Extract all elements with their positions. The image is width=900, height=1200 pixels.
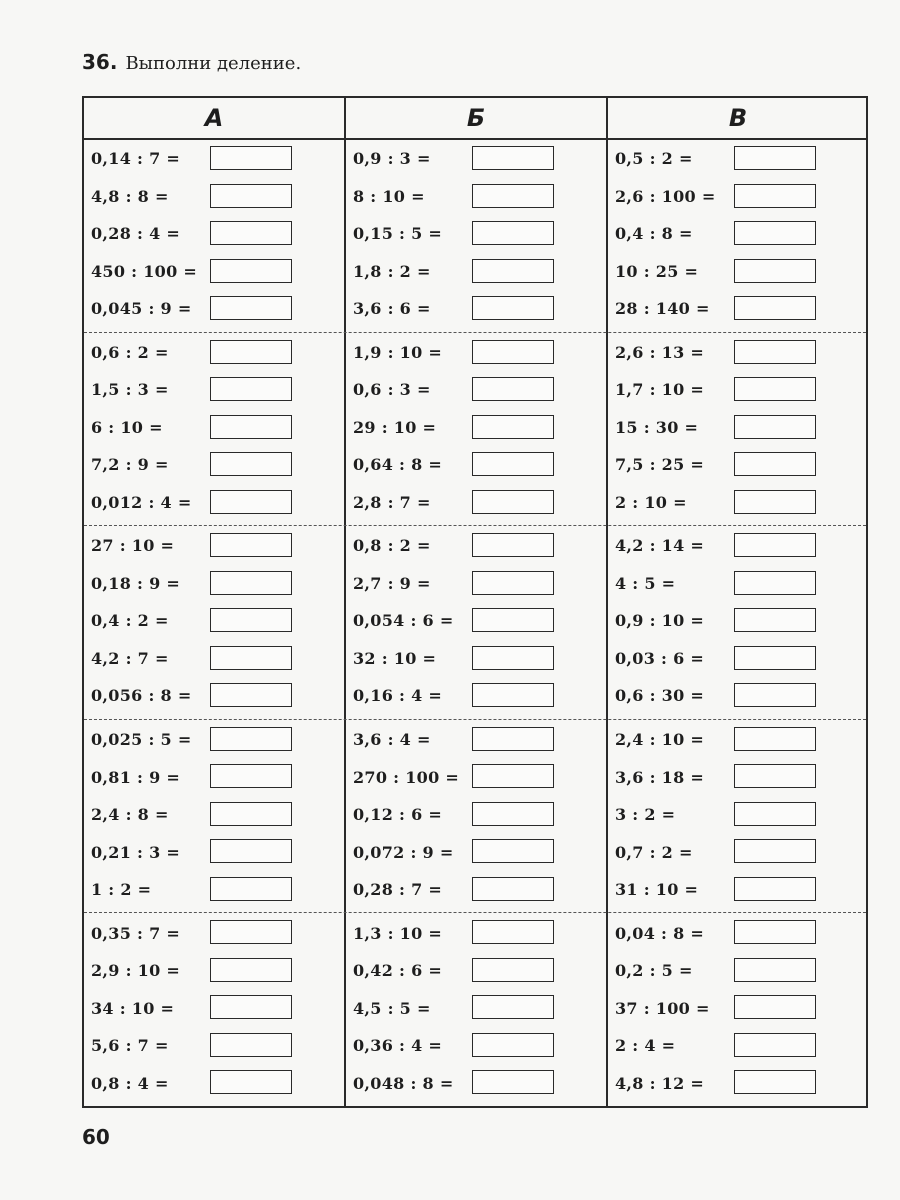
answer-box[interactable] [472, 452, 554, 476]
division-expression: 0,35 : 7 = [91, 923, 181, 943]
answer-box[interactable] [210, 727, 292, 751]
exercise-row [608, 677, 866, 715]
answer-box[interactable] [734, 646, 816, 670]
exercise-row [84, 796, 342, 834]
division-expression: 4,5 : 5 = [353, 998, 431, 1018]
division-expression: 0,072 : 9 = [353, 842, 454, 862]
page-number: 60 [82, 1125, 110, 1149]
exercise-row [346, 871, 604, 909]
answer-box[interactable] [472, 727, 554, 751]
exercise-row [346, 253, 604, 291]
answer-box[interactable] [210, 184, 292, 208]
division-expression: 0,7 : 2 = [615, 842, 693, 862]
answer-box[interactable] [734, 920, 816, 944]
group-divider [84, 912, 866, 913]
answer-box[interactable] [210, 920, 292, 944]
exercise-row [346, 178, 604, 216]
exercise-row [608, 1027, 866, 1065]
exercise-row [84, 914, 342, 952]
answer-box[interactable] [734, 1033, 816, 1057]
answer-box[interactable] [472, 221, 554, 245]
answer-box[interactable] [734, 995, 816, 1019]
division-expression: 1,5 : 3 = [91, 380, 169, 400]
division-expression: 0,025 : 5 = [91, 730, 192, 750]
answer-box[interactable] [210, 221, 292, 245]
exercise-row [84, 334, 342, 372]
answer-box[interactable] [734, 452, 816, 476]
division-expression: 4,2 : 14 = [615, 536, 705, 556]
division-expression: 0,012 : 4 = [91, 492, 192, 512]
division-expression: 4 : 5 = [615, 573, 676, 593]
division-expression: 2,4 : 10 = [615, 730, 705, 750]
exercise-row [346, 446, 604, 484]
answer-box[interactable] [734, 146, 816, 170]
exercise-row [346, 1064, 604, 1102]
exercise-row [346, 952, 604, 990]
division-expression: 0,21 : 3 = [91, 842, 181, 862]
answer-box[interactable] [734, 877, 816, 901]
answer-box[interactable] [734, 571, 816, 595]
exercise-row [608, 527, 866, 565]
division-expression: 0,2 : 5 = [615, 961, 693, 981]
division-expression: 0,6 : 2 = [91, 342, 169, 362]
answer-box[interactable] [472, 764, 554, 788]
division-expression: 0,28 : 4 = [91, 224, 181, 244]
group-divider [84, 525, 866, 526]
answer-box[interactable] [472, 259, 554, 283]
group-divider [84, 719, 866, 720]
task-instruction: Выполни деление. [125, 53, 302, 74]
answer-box[interactable] [210, 958, 292, 982]
division-expression: 8 : 10 = [353, 186, 425, 206]
exercise-row [84, 253, 342, 291]
division-expression: 3,6 : 4 = [353, 730, 431, 750]
division-expression: 1,7 : 10 = [615, 380, 705, 400]
answer-box[interactable] [734, 296, 816, 320]
exercise-row [84, 140, 342, 178]
answer-box[interactable] [472, 415, 554, 439]
answer-box[interactable] [734, 184, 816, 208]
exercise-row [84, 721, 342, 759]
exercise-row [346, 833, 604, 871]
exercise-row [84, 677, 342, 715]
exercise-row [346, 640, 604, 678]
exercise-row [84, 527, 342, 565]
exercise-row [608, 871, 866, 909]
exercise-row [608, 409, 866, 447]
division-expression: 270 : 100 = [353, 767, 460, 787]
exercise-row [84, 371, 342, 409]
answer-box[interactable] [210, 571, 292, 595]
division-expression: 0,42 : 6 = [353, 961, 443, 981]
division-expression: 0,16 : 4 = [353, 686, 443, 706]
answer-box[interactable] [210, 259, 292, 283]
exercise-row [608, 215, 866, 253]
answer-box[interactable] [734, 727, 816, 751]
division-expression: 5,6 : 7 = [91, 1036, 169, 1056]
division-expression: 0,14 : 7 = [91, 149, 181, 169]
answer-box[interactable] [472, 1070, 554, 1094]
answer-box[interactable] [472, 571, 554, 595]
task-number: 36. [82, 50, 118, 74]
group-divider [84, 332, 866, 333]
answer-box[interactable] [472, 146, 554, 170]
division-expression: 0,36 : 4 = [353, 1036, 443, 1056]
answer-box[interactable] [210, 146, 292, 170]
exercise-row [84, 290, 342, 328]
exercise-row [346, 565, 604, 603]
answer-box[interactable] [734, 259, 816, 283]
answer-box[interactable] [472, 802, 554, 826]
division-expression: 2,4 : 8 = [91, 805, 169, 825]
answer-box[interactable] [210, 608, 292, 632]
division-expression: 2,8 : 7 = [353, 492, 431, 512]
exercise-row [608, 640, 866, 678]
exercise-row [608, 602, 866, 640]
exercise-row [608, 371, 866, 409]
exercise-row [84, 1064, 342, 1102]
division-expression: 0,5 : 2 = [615, 149, 693, 169]
division-expression: 34 : 10 = [91, 998, 175, 1018]
answer-box[interactable] [734, 415, 816, 439]
division-expression: 0,045 : 9 = [91, 299, 192, 319]
exercise-row [608, 253, 866, 291]
answer-box[interactable] [472, 958, 554, 982]
division-expression: 15 : 30 = [615, 417, 699, 437]
division-expression: 37 : 100 = [615, 998, 710, 1018]
table-header-row [84, 98, 866, 140]
answer-box[interactable] [210, 340, 292, 364]
division-expression: 0,03 : 6 = [615, 648, 705, 668]
division-expression: 3 : 2 = [615, 805, 676, 825]
answer-box[interactable] [472, 877, 554, 901]
answer-box[interactable] [210, 764, 292, 788]
exercise-row [346, 140, 604, 178]
answer-box[interactable] [472, 377, 554, 401]
answer-box[interactable] [734, 802, 816, 826]
exercise-row [84, 952, 342, 990]
column-header-b: Б [466, 104, 486, 132]
exercise-row [346, 215, 604, 253]
division-expression: 1 : 2 = [91, 880, 152, 900]
exercise-row [84, 565, 342, 603]
division-expression: 6 : 10 = [91, 417, 163, 437]
division-expression: 7,5 : 25 = [615, 455, 705, 475]
answer-box[interactable] [210, 1033, 292, 1057]
answer-box[interactable] [734, 1070, 816, 1094]
division-expression: 10 : 25 = [615, 261, 699, 281]
division-expression: 0,9 : 3 = [353, 149, 431, 169]
exercise-row [346, 677, 604, 715]
answer-box[interactable] [472, 683, 554, 707]
answer-box[interactable] [472, 533, 554, 557]
exercise-row [346, 527, 604, 565]
answer-box[interactable] [472, 839, 554, 863]
exercise-row [608, 565, 866, 603]
exercise-row [346, 1027, 604, 1065]
answer-box[interactable] [210, 877, 292, 901]
exercise-row [346, 371, 604, 409]
task-title [82, 50, 301, 74]
answer-box[interactable] [210, 415, 292, 439]
division-expression: 2 : 10 = [615, 492, 687, 512]
answer-box[interactable] [734, 958, 816, 982]
exercise-row [346, 989, 604, 1027]
exercise-row [608, 758, 866, 796]
exercise-row [608, 721, 866, 759]
answer-box[interactable] [734, 608, 816, 632]
exercise-row [608, 140, 866, 178]
exercise-row [84, 1027, 342, 1065]
division-expression: 450 : 100 = [91, 261, 198, 281]
division-expression: 32 : 10 = [353, 648, 437, 668]
division-expression: 4,8 : 8 = [91, 186, 169, 206]
answer-box[interactable] [472, 608, 554, 632]
division-expression: 0,15 : 5 = [353, 224, 443, 244]
division-expression: 0,6 : 30 = [615, 686, 705, 706]
answer-box[interactable] [210, 377, 292, 401]
answer-box[interactable] [734, 490, 816, 514]
exercise-row [84, 409, 342, 447]
exercise-row [608, 290, 866, 328]
exercise-row [608, 1064, 866, 1102]
division-expression: 3,6 : 18 = [615, 767, 705, 787]
answer-box[interactable] [472, 646, 554, 670]
answer-box[interactable] [210, 296, 292, 320]
column-header-a: А [204, 104, 224, 132]
division-expression: 2,6 : 13 = [615, 342, 705, 362]
answer-box[interactable] [734, 340, 816, 364]
exercise-row [346, 334, 604, 372]
exercise-table [82, 96, 868, 1108]
division-expression: 0,054 : 6 = [353, 611, 454, 631]
answer-box[interactable] [210, 533, 292, 557]
exercise-row [346, 602, 604, 640]
exercise-row [346, 796, 604, 834]
exercise-row [608, 989, 866, 1027]
division-expression: 29 : 10 = [353, 417, 437, 437]
division-expression: 0,4 : 8 = [615, 224, 693, 244]
answer-box[interactable] [210, 995, 292, 1019]
answer-box[interactable] [210, 683, 292, 707]
exercise-row [608, 796, 866, 834]
answer-box[interactable] [210, 802, 292, 826]
division-expression: 0,04 : 8 = [615, 923, 705, 943]
division-expression: 0,8 : 4 = [91, 1073, 169, 1093]
division-expression: 2,7 : 9 = [353, 573, 431, 593]
exercise-row [346, 484, 604, 522]
division-expression: 27 : 10 = [91, 536, 175, 556]
exercise-row [84, 758, 342, 796]
division-expression: 2,9 : 10 = [91, 961, 181, 981]
column-header-v: В [728, 104, 748, 132]
division-expression: 4,2 : 7 = [91, 648, 169, 668]
exercise-row [346, 290, 604, 328]
division-expression: 0,048 : 8 = [353, 1073, 454, 1093]
exercise-row [608, 334, 866, 372]
division-expression: 0,12 : 6 = [353, 805, 443, 825]
exercise-row [84, 484, 342, 522]
answer-box[interactable] [734, 683, 816, 707]
division-expression: 3,6 : 6 = [353, 299, 431, 319]
answer-box[interactable] [472, 1033, 554, 1057]
division-expression: 0,81 : 9 = [91, 767, 181, 787]
exercise-row [608, 833, 866, 871]
division-expression: 31 : 10 = [615, 880, 699, 900]
exercise-row [84, 178, 342, 216]
exercise-row [608, 484, 866, 522]
exercise-row [608, 446, 866, 484]
exercise-row [84, 640, 342, 678]
answer-box[interactable] [210, 1070, 292, 1094]
exercise-row [608, 914, 866, 952]
division-expression: 0,28 : 7 = [353, 880, 443, 900]
division-expression: 0,8 : 2 = [353, 536, 431, 556]
exercise-row [84, 446, 342, 484]
exercise-row [84, 833, 342, 871]
division-expression: 28 : 140 = [615, 299, 710, 319]
division-expression: 1,8 : 2 = [353, 261, 431, 281]
answer-box[interactable] [210, 452, 292, 476]
division-expression: 0,9 : 10 = [615, 611, 705, 631]
exercise-row [608, 952, 866, 990]
answer-box[interactable] [734, 533, 816, 557]
exercise-row [346, 721, 604, 759]
answer-box[interactable] [734, 764, 816, 788]
answer-box[interactable] [472, 490, 554, 514]
answer-box[interactable] [734, 839, 816, 863]
exercise-row [84, 989, 342, 1027]
answer-box[interactable] [472, 340, 554, 364]
division-expression: 0,6 : 3 = [353, 380, 431, 400]
division-expression: 0,18 : 9 = [91, 573, 181, 593]
division-expression: 2,6 : 100 = [615, 186, 716, 206]
answer-box[interactable] [734, 377, 816, 401]
division-expression: 2 : 4 = [615, 1036, 676, 1056]
division-expression: 0,64 : 8 = [353, 455, 443, 475]
division-expression: 4,8 : 12 = [615, 1073, 705, 1093]
division-expression: 0,056 : 8 = [91, 686, 192, 706]
exercise-row [608, 178, 866, 216]
exercise-row [84, 602, 342, 640]
division-expression: 0,4 : 2 = [91, 611, 169, 631]
answer-box[interactable] [210, 490, 292, 514]
answer-box[interactable] [210, 839, 292, 863]
exercise-row [346, 758, 604, 796]
answer-box[interactable] [734, 221, 816, 245]
answer-box[interactable] [210, 646, 292, 670]
answer-box[interactable] [472, 296, 554, 320]
exercise-row [346, 914, 604, 952]
division-expression: 1,3 : 10 = [353, 923, 443, 943]
answer-box[interactable] [472, 995, 554, 1019]
division-expression: 7,2 : 9 = [91, 455, 169, 475]
exercise-row [346, 409, 604, 447]
answer-box[interactable] [472, 920, 554, 944]
division-expression: 1,9 : 10 = [353, 342, 443, 362]
exercise-row [84, 215, 342, 253]
answer-box[interactable] [472, 184, 554, 208]
exercise-row [84, 871, 342, 909]
